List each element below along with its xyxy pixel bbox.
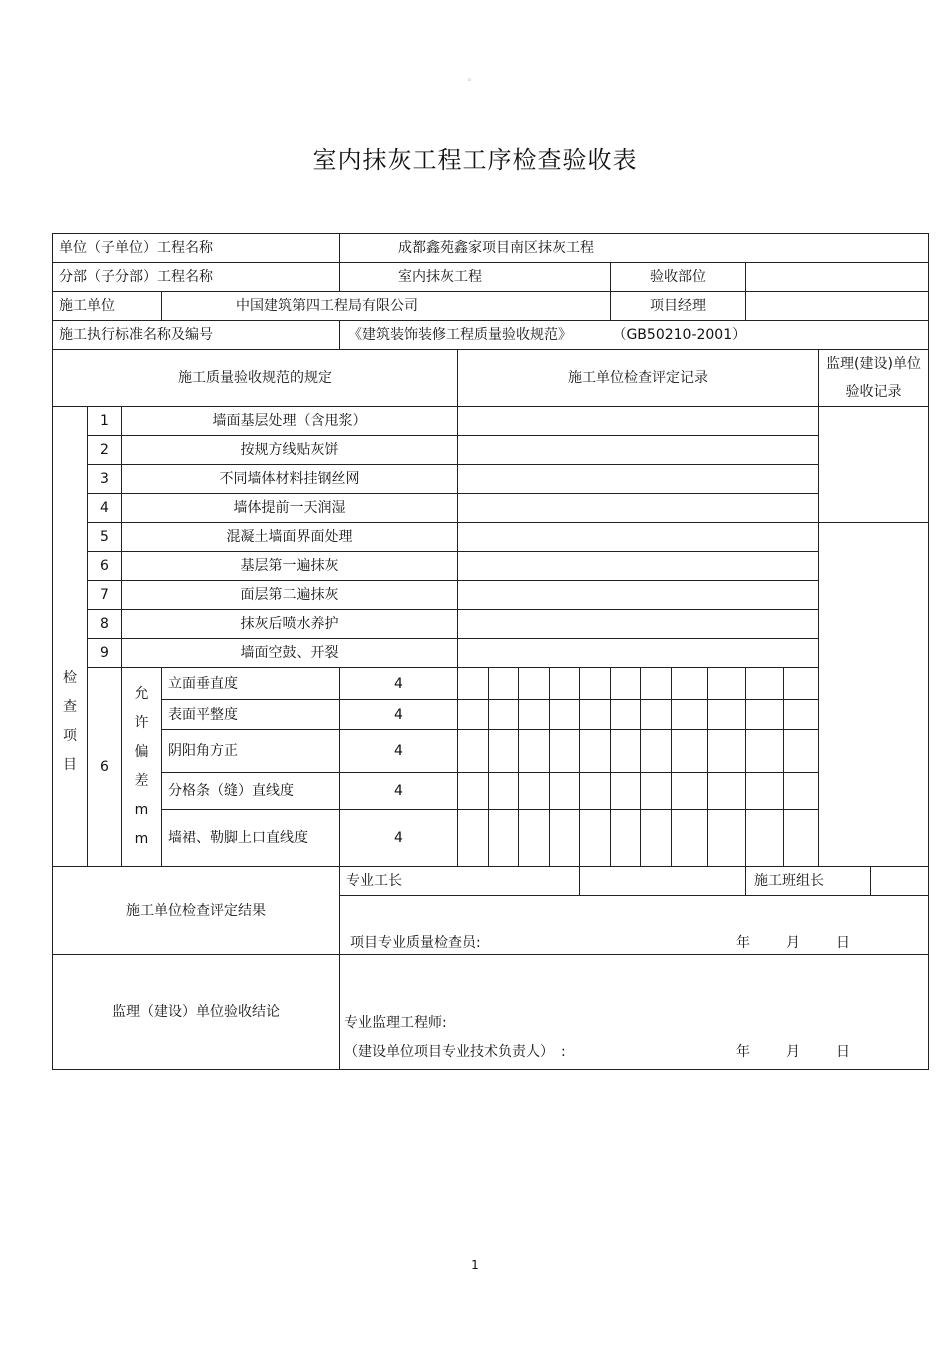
measure-cell[interactable]: [489, 700, 519, 730]
deviation-value: 4: [340, 700, 458, 730]
unit-label: 单位（子单位）工程名称: [53, 234, 340, 263]
item-no: 2: [88, 436, 122, 465]
measure-cell[interactable]: [519, 730, 550, 773]
deviation-row: [53, 700, 929, 730]
measure-cell[interactable]: [641, 668, 672, 700]
item-no: 8: [88, 610, 122, 639]
measure-cell[interactable]: [580, 668, 611, 700]
measure-cell[interactable]: [611, 773, 641, 810]
measure-cell[interactable]: [611, 668, 641, 700]
measure-cell[interactable]: [746, 773, 784, 810]
item-name: 面层第二遍抹灰: [122, 581, 458, 610]
item-name: 混凝土墙面界面处理: [122, 523, 458, 552]
measure-cell[interactable]: [746, 810, 784, 867]
record-header: 施工单位检查评定记录: [458, 350, 819, 407]
measure-cell[interactable]: [550, 730, 580, 773]
page-title: 室内抹灰工程工序检查验收表: [312, 146, 638, 174]
measure-cell[interactable]: [458, 730, 489, 773]
item-no: 1: [88, 407, 122, 436]
item-name: 墙面基层处理（含甩浆）: [122, 407, 458, 436]
item-no: 3: [88, 465, 122, 494]
contractor-value: 中国建筑第四工程局有限公司: [162, 292, 611, 321]
contractor-label: 施工单位: [53, 292, 162, 321]
info-row-contractor: [53, 292, 929, 321]
item-row: [53, 552, 929, 581]
measure-cell[interactable]: [746, 700, 784, 730]
measure-cell[interactable]: [708, 668, 746, 700]
measure-cell[interactable]: [784, 730, 819, 773]
measure-cell[interactable]: [708, 773, 746, 810]
deviation-name: 立面垂直度: [162, 668, 340, 700]
deviation-row: [53, 668, 929, 700]
item-name: 墙体提前一天润湿: [122, 494, 458, 523]
owner-label: （建设单位项目专业技术负责人） :: [344, 1044, 566, 1060]
result-year: 年: [736, 935, 751, 951]
standard-label: 施工执行标准名称及编号: [53, 321, 340, 350]
page-number: 1: [471, 1258, 479, 1272]
team-leader-label: 施工班组长: [746, 867, 871, 895]
deviation-name: 表面平整度: [162, 700, 340, 730]
item-record[interactable]: [458, 465, 819, 494]
deviation-value: 4: [340, 668, 458, 700]
measure-cell[interactable]: [784, 810, 819, 867]
deviation-value: 4: [340, 810, 458, 867]
item-no: 5: [88, 523, 122, 552]
measure-cell[interactable]: [489, 668, 519, 700]
measure-cell[interactable]: [708, 700, 746, 730]
measure-cell[interactable]: [550, 810, 580, 867]
measure-cell[interactable]: [746, 730, 784, 773]
item-name: 基层第一遍抹灰: [122, 552, 458, 581]
item-record[interactable]: [458, 494, 819, 523]
deviation-row: [53, 730, 929, 773]
measure-cell[interactable]: [489, 730, 519, 773]
manager-value[interactable]: [746, 292, 929, 321]
result-month: 月: [786, 935, 801, 951]
item-record[interactable]: [458, 581, 819, 610]
item-row: [53, 407, 929, 436]
measure-cell[interactable]: [641, 810, 672, 867]
item-row: [53, 610, 929, 639]
measure-cell[interactable]: [746, 668, 784, 700]
measure-cell[interactable]: [519, 668, 550, 700]
supervisor-record-group-2[interactable]: [819, 523, 929, 867]
position-label: 验收部位: [611, 263, 746, 292]
conclusion-label: 监理（建设）单位验收结论: [53, 955, 340, 1070]
measure-cell[interactable]: [550, 773, 580, 810]
measure-cell[interactable]: [641, 730, 672, 773]
item-row: [53, 436, 929, 465]
supervisor-header: 监理(建设)单位验收记录: [819, 350, 929, 407]
item-row: [53, 581, 929, 610]
item-no: 7: [88, 581, 122, 610]
measure-cell[interactable]: [580, 730, 611, 773]
item-record[interactable]: [458, 552, 819, 581]
deviation-label: 允许偏差mm: [122, 668, 162, 867]
sub-label: 分部（子分部）工程名称: [53, 263, 340, 292]
standard-value: 《建筑装饰装修工程质量验收规范》: [348, 327, 572, 343]
measure-cell[interactable]: [519, 810, 550, 867]
measure-cell[interactable]: [489, 810, 519, 867]
item-row: [53, 639, 929, 668]
deviation-value: 4: [340, 730, 458, 773]
header-mark: 。: [468, 73, 476, 82]
measure-cell[interactable]: [580, 700, 611, 730]
measure-cell[interactable]: [580, 773, 611, 810]
manager-label: 项目经理: [611, 292, 746, 321]
measure-cell[interactable]: [672, 700, 708, 730]
team-leader-value[interactable]: [871, 867, 929, 895]
conclusion-month: 月: [786, 1044, 801, 1060]
result-row-top: [53, 867, 929, 896]
measure-cell[interactable]: [458, 668, 489, 700]
item-record[interactable]: [458, 407, 819, 436]
supervisor-record-group-1[interactable]: [819, 407, 929, 523]
conclusion-day: 日: [836, 1044, 851, 1060]
measure-cell[interactable]: [672, 730, 708, 773]
sub-value: 室内抹灰工程: [340, 263, 611, 292]
measure-cell[interactable]: [641, 773, 672, 810]
item-record[interactable]: [458, 436, 819, 465]
inspection-form: [52, 233, 929, 1070]
item-record[interactable]: [458, 610, 819, 639]
item-name: 不同墙体材料挂钢丝网: [122, 465, 458, 494]
measure-cell[interactable]: [611, 700, 641, 730]
item-record[interactable]: [458, 523, 819, 552]
check-items-label: 检查项目: [53, 407, 88, 867]
column-header-row: [53, 350, 929, 407]
position-value[interactable]: [746, 263, 929, 292]
measure-cell[interactable]: [458, 810, 489, 867]
item-row: [53, 494, 929, 523]
foreman-value[interactable]: [580, 867, 746, 896]
measure-cell[interactable]: [784, 773, 819, 810]
measure-cell[interactable]: [672, 668, 708, 700]
measure-cell[interactable]: [672, 810, 708, 867]
measure-cell[interactable]: [784, 668, 819, 700]
measure-cell[interactable]: [611, 730, 641, 773]
deviation-row: [53, 773, 929, 810]
measure-cell[interactable]: [708, 730, 746, 773]
measure-cell[interactable]: [458, 700, 489, 730]
measure-cell[interactable]: [550, 700, 580, 730]
measure-cell[interactable]: [641, 700, 672, 730]
item-no: 9: [88, 639, 122, 668]
item-name: 抹灰后喷水养护: [122, 610, 458, 639]
result-label: 施工单位检查评定结果: [53, 867, 340, 955]
info-row-sub: [53, 263, 929, 292]
info-row-unit: [53, 234, 929, 263]
inspector-label: 项目专业质量检查员:: [350, 935, 481, 951]
deviation-name: 墙裙、勒脚上口直线度: [162, 810, 340, 867]
measure-cell[interactable]: [458, 773, 489, 810]
measure-cell[interactable]: [672, 773, 708, 810]
standard-code: （GB50210-2001）: [612, 327, 747, 343]
item-row: [53, 465, 929, 494]
item-no: 6: [88, 552, 122, 581]
item-row: [53, 523, 929, 552]
info-row-standard: [53, 321, 929, 350]
conclusion-row: [53, 955, 929, 1070]
foreman-label: 专业工长: [340, 867, 580, 896]
deviation-name: 分格条（缝）直线度: [162, 773, 340, 810]
measure-cell[interactable]: [784, 700, 819, 730]
deviation-name: 阴阳角方正: [162, 730, 340, 773]
measure-cell[interactable]: [519, 773, 550, 810]
item-name: 按规方线贴灰饼: [122, 436, 458, 465]
measure-cell[interactable]: [550, 668, 580, 700]
measure-cell[interactable]: [708, 810, 746, 867]
measure-cell[interactable]: [580, 810, 611, 867]
engineer-label: 专业监理工程师:: [344, 1015, 447, 1031]
measure-cell[interactable]: [489, 773, 519, 810]
spec-header: 施工质量验收规范的规定: [53, 350, 458, 407]
measure-cell[interactable]: [519, 700, 550, 730]
measure-cell[interactable]: [611, 810, 641, 867]
item-record[interactable]: [458, 639, 819, 668]
result-day: 日: [836, 935, 851, 951]
item-name: 墙面空鼓、开裂: [122, 639, 458, 668]
deviation-no: 6: [88, 668, 122, 867]
deviation-row: [53, 810, 929, 867]
item-no: 4: [88, 494, 122, 523]
conclusion-year: 年: [736, 1044, 751, 1060]
deviation-value: 4: [340, 773, 458, 810]
unit-value: 成都鑫苑鑫家项目南区抹灰工程: [340, 234, 929, 263]
